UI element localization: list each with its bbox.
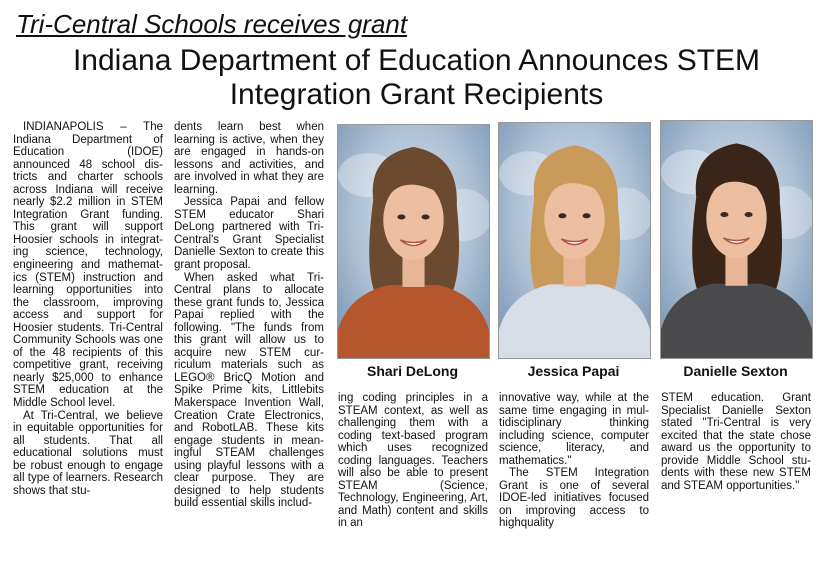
article-paragraph: dents learn best when learning is active, when they are engaged in hands-on lessons and activities, and are involved in what they are learning. bbox=[174, 121, 324, 196]
article-column-5 bbox=[661, 392, 811, 492]
kicker-headline: Tri-Central Schools receives grant bbox=[16, 9, 408, 39]
article-paragraph: When asked what Tri-Central plans to allocate these grant funds to, Jessica Papai replied with the following. "The funds from this grant will allow us to acquire new STEM curriculum materials such as LEGO® BricQ Motion and Spike Prime kits, Littlebits Makerspace Invention Wall, Creation Crate Electronics, and RobotLAB. These kits engage students in meaningful STEAM challenges using playful lessons with a clear purpose. They are designed to help students build essential skills includ- bbox=[174, 271, 324, 510]
portrait-photo-jessica-papai bbox=[498, 122, 651, 359]
article-column-2 bbox=[174, 121, 324, 510]
photo-caption: Shari DeLong bbox=[366, 363, 458, 379]
photo-caption: Jessica Papai bbox=[527, 363, 620, 379]
portrait-photo-shari-delong bbox=[337, 124, 490, 359]
article-column-1 bbox=[13, 121, 163, 497]
portrait-photo-danielle-sexton bbox=[660, 120, 813, 359]
article-column-4 bbox=[499, 392, 649, 530]
article-paragraph: The STEM Integration Grant is one of several IDOE-led initiatives focused on improving access to highquality bbox=[499, 467, 649, 530]
article-headline: Indiana Department of Education Announces STEM Integration Grant Recipients bbox=[72, 44, 761, 111]
article-paragraph: innovative way, while at the same time engaging in multidisciplinary thinking including science, computer science, literacy, and mathematics." bbox=[499, 392, 649, 467]
article-paragraph: At Tri-Central, we believe in equitable opportunities for all students. That all educational solutions must be robust enough to engage all type of learners. Research shows that stu- bbox=[13, 409, 163, 497]
article-paragraph: STEM education. Grant Specialist Danielle Sexton stated "Tri-Central is very excited that the state chose award us the opportunity to provide Middle School students with these new STEM and STEAM opportunities." bbox=[661, 392, 811, 492]
article-paragraph: INDIANAPOLIS – The Indiana Department of Education (IDOE) announced 48 school districts and charter schools across Indiana will receive nearly $2.2 million in STEM Integration Grant funding. This grant will support Hoosier schools in integrating science, technology, engineering and mathematics (STEM) instruction and learning opportunities into the classroom, improving access and support for Hoosier students. Tri-Central Community Schools was one of the 48 recipients of this competitive grant, receiving nearly $25,000 to enhance STEM education at the Middle School level. bbox=[13, 121, 163, 410]
article-column-3 bbox=[338, 392, 488, 530]
photo-caption: Danielle Sexton bbox=[683, 363, 788, 379]
article-paragraph: ing coding principles in a STEAM context, as well as challenging them with a coding text-based program which uses recognized coding languages. Teachers will also be able to present STEAM (Science, Technology, Engineering, Art, and Math) content and skills in an bbox=[338, 392, 488, 530]
article-paragraph: Jessica Papai and fellow STEM educator Shari DeLong partnered with Tri-Central's Grant Specialist Danielle Sexton to create this grant proposal. bbox=[174, 196, 324, 272]
